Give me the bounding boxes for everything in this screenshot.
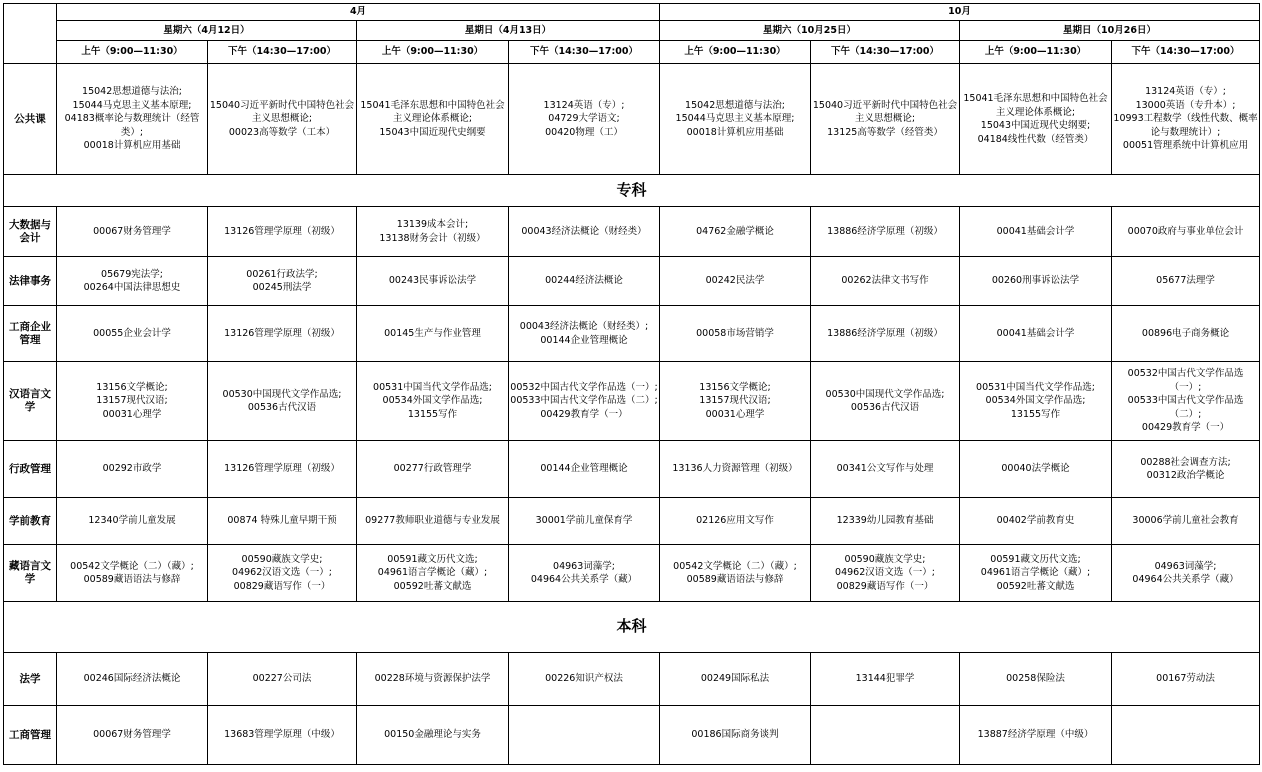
exam-schedule-table [3, 3, 1260, 765]
course-cell [357, 545, 509, 602]
major-row [4, 441, 1260, 498]
row-header: 工商企业管理 [4, 306, 57, 362]
course-line: 00249国际私法 [700, 673, 770, 685]
course-cell [1112, 706, 1260, 765]
course-cell [57, 653, 208, 706]
course-line: 13886经济学原理（初级） [827, 327, 943, 339]
course-cell [960, 257, 1112, 306]
course-line: 00144企业管理概论 [540, 463, 628, 475]
course-line: 15040习近平新时代中国特色社会主义思想概论; [209, 99, 355, 125]
course-line: 00258保险法 [1006, 673, 1065, 685]
course-line: 15042思想道德与法治; [82, 86, 182, 98]
course-line: 12340学前儿童发展 [88, 515, 176, 527]
course-line: 30001学前儿童保育学 [535, 515, 633, 527]
course-line: 00051管理系统中计算机应用 [1122, 140, 1249, 152]
course-line: 00040法学概论 [1001, 463, 1070, 475]
course-cell [1112, 653, 1260, 706]
course-line: 02126应用文写作 [696, 515, 774, 527]
course-line: 04963词藻学; [1154, 560, 1217, 572]
course-line: 00288社会调查方法; [1140, 456, 1231, 468]
course-cell [811, 64, 960, 175]
course-line: 15042思想道德与法治; [685, 99, 785, 111]
course-line: 13138财务会计（初级） [379, 232, 486, 244]
course-line: 00429教育学（一） [540, 408, 628, 420]
course-line: 15040习近平新时代中国特色社会主义思想概论; [812, 99, 958, 125]
course-line: 13887经济学原理（中级） [977, 729, 1094, 741]
course-line: 13126管理学原理（初级） [224, 463, 340, 475]
course-cell [960, 441, 1112, 498]
course-line: 00591藏文历代文选; [990, 553, 1081, 565]
course-line: 00067财务管理学 [93, 729, 171, 741]
course-line: 00055企业会计学 [93, 327, 171, 339]
row-header: 大数据与会计 [4, 207, 57, 257]
course-line: 04962汉语文选（一）; [232, 567, 332, 579]
course-cell [509, 257, 660, 306]
course-line: 00260刑事诉讼法学 [991, 275, 1080, 287]
course-line: 00542文学概论（二）（藏）; [673, 560, 797, 572]
course-line: 00532中国古代文学作品选（一）; [1127, 368, 1244, 393]
course-line: 00592吐蕃文献选 [996, 580, 1075, 592]
session-header: 下午（14:30—17:00） [1112, 41, 1260, 64]
course-cell [509, 207, 660, 257]
course-line: 30006学前儿童社会教育 [1132, 515, 1239, 527]
course-line: 04964公共关系学（藏） [530, 574, 638, 585]
course-line: 00530中国现代文学作品选; [222, 388, 342, 400]
course-line: 05679宪法学; [101, 268, 163, 280]
course-cell [960, 362, 1112, 441]
session-header: 上午（9:00—11:30） [660, 41, 811, 64]
course-cell [357, 706, 509, 765]
course-line: 10993工程数学（线性代数、概率论与数理统计）; [1113, 113, 1258, 138]
major-row [4, 545, 1260, 602]
course-line: 00145生产与作业管理 [384, 327, 481, 339]
course-cell [811, 207, 960, 257]
course-line: 13144犯罪学 [855, 673, 915, 685]
course-line: 15041毛泽东思想和中国特色社会主义理论体系概论; [360, 99, 505, 125]
public-course-row [4, 64, 1260, 175]
course-line: 04962汉语文选（一）; [835, 567, 935, 579]
course-line: 00530中国现代文学作品选; [825, 388, 945, 400]
course-line: 13136人力资源管理（初级） [672, 463, 798, 475]
day-header: 星期六（10月25日） [660, 21, 960, 41]
course-line: 13156文学概论; [699, 381, 771, 393]
course-cell [960, 498, 1112, 545]
course-cell [660, 498, 811, 545]
course-line: 00402学前教育史 [996, 515, 1075, 527]
course-cell [1112, 441, 1260, 498]
course-line: 00277行政管理学 [393, 463, 472, 475]
course-cell [57, 257, 208, 306]
course-line: 00150金融理论与实务 [384, 729, 481, 741]
course-line: 00031心理学 [102, 408, 162, 420]
row-header: 公共课 [4, 64, 57, 175]
day-header: 星期日（4月13日） [357, 21, 660, 41]
course-line: 00261行政法学; [246, 268, 318, 280]
course-line: 00041基础会计学 [996, 327, 1075, 339]
course-cell [811, 653, 960, 706]
course-line: 00186国际商务谈判 [691, 729, 779, 741]
course-cell [57, 441, 208, 498]
session-header: 下午（14:30—17:00） [208, 41, 357, 64]
course-line: 00536古代汉语 [850, 402, 920, 413]
course-line: 00262法律文书写作 [841, 275, 929, 287]
course-line: 00536古代汉语 [247, 402, 317, 413]
course-cell [811, 257, 960, 306]
course-cell [208, 306, 357, 362]
course-line: 00532中国古代文学作品选（一）; [510, 381, 658, 393]
course-line: 12339幼儿园教育基础 [836, 515, 934, 527]
course-cell [509, 306, 660, 362]
course-cell [57, 306, 208, 362]
row-header: 学前教育 [4, 498, 57, 545]
row-header: 法学 [4, 653, 57, 706]
course-cell [811, 498, 960, 545]
major-row [4, 257, 1260, 306]
course-cell [811, 362, 960, 441]
course-line: 00226知识产权法 [545, 673, 623, 685]
course-cell [811, 441, 960, 498]
course-cell [357, 498, 509, 545]
course-line: 13126管理学原理（初级） [224, 225, 340, 237]
course-cell [208, 706, 357, 765]
course-cell [509, 362, 660, 441]
course-line: 15041毛泽东思想和中国特色社会主义理论体系概论; [963, 93, 1108, 118]
course-cell [357, 207, 509, 257]
course-line: 00533中国古代文学作品选（二）; [1127, 395, 1244, 420]
course-cell [57, 64, 208, 175]
row-header: 工商管理 [4, 706, 57, 765]
course-line: 00228环境与资源保护法学 [374, 673, 491, 685]
course-cell [509, 653, 660, 706]
course-cell [509, 706, 660, 765]
course-line: 13157现代汉语; [699, 395, 771, 407]
course-line: 00018计算机应用基础 [83, 140, 181, 152]
course-cell [57, 362, 208, 441]
course-line: 13139成本会计; [396, 219, 469, 230]
course-cell [208, 545, 357, 602]
course-cell [660, 207, 811, 257]
course-line: 13886经济学原理（初级） [827, 225, 943, 237]
course-line: 00896电子商务概论 [1141, 327, 1230, 339]
course-line: 00031心理学 [705, 408, 765, 420]
course-cell [1112, 498, 1260, 545]
course-cell [208, 257, 357, 306]
course-cell [357, 653, 509, 706]
course-line: 13155写作 [1010, 408, 1061, 420]
course-line: 15043中国近现代史纲要; [980, 120, 1091, 131]
course-cell [509, 498, 660, 545]
course-line: 00592吐蕃文献选 [393, 580, 472, 592]
course-line: 00043经济法概论（财经类）; [519, 321, 649, 332]
course-cell [357, 257, 509, 306]
course-cell [1112, 64, 1260, 175]
course-line: 00023高等数学（工本） [228, 126, 336, 138]
course-cell [57, 207, 208, 257]
course-cell [660, 545, 811, 602]
course-line: 00534外国文学作品选; [382, 395, 483, 407]
section-title-benke: 本科 [4, 602, 1260, 653]
course-line: 13125高等数学（经管类） [827, 126, 943, 138]
course-line: 15044马克思主义基本原理; [675, 113, 795, 125]
day-header: 星期六（4月12日） [57, 21, 357, 41]
course-cell [960, 207, 1112, 257]
course-line: 00829藏语写作（一） [233, 580, 331, 592]
course-line: 00245刑法学 [252, 282, 312, 293]
course-cell [509, 545, 660, 602]
course-line: 00542文学概论（二）（藏）; [70, 560, 194, 572]
course-cell [660, 362, 811, 441]
course-cell [660, 706, 811, 765]
course-line: 00531中国当代文学作品选; [976, 381, 1095, 393]
course-line: 04961语言学概论（藏）; [377, 567, 488, 579]
course-line: 00041基础会计学 [996, 225, 1075, 237]
course-line: 00167劳动法 [1156, 673, 1215, 685]
course-line: 13155写作 [407, 408, 458, 420]
course-line: 13156文学概论; [96, 381, 168, 393]
course-line: 00058市场营销学 [696, 327, 774, 339]
course-line: 00534外国文学作品选; [985, 395, 1086, 407]
course-line: 00292市政学 [102, 463, 162, 475]
course-line: 04963词藻学; [553, 560, 615, 572]
course-line: 15043中国近现代史纲要 [379, 126, 486, 138]
course-line: 13683管理学原理（中级） [224, 729, 340, 741]
course-line: 00246国际经济法概论 [83, 673, 181, 685]
course-cell [960, 64, 1112, 175]
row-header: 藏语言文学 [4, 545, 57, 602]
session-header: 上午（9:00—11:30） [960, 41, 1112, 64]
major-row [4, 362, 1260, 441]
course-line: 00264中国法律思想史 [83, 282, 181, 293]
day-header: 星期日（10月26日） [960, 21, 1260, 41]
major-row [4, 706, 1260, 765]
course-line: 00429教育学（一） [1141, 422, 1230, 434]
course-line: 04961语言学概论（藏）; [980, 567, 1091, 579]
course-cell [57, 498, 208, 545]
course-cell [960, 706, 1112, 765]
course-line: 00533中国古代文学作品选（二）; [510, 395, 658, 407]
row-header: 法律事务 [4, 257, 57, 306]
course-line: 00531中国当代文学作品选; [373, 381, 492, 393]
row-header: 汉语言文学 [4, 362, 57, 441]
course-cell [357, 441, 509, 498]
course-line: 00144企业管理概论 [540, 334, 628, 346]
major-row [4, 498, 1260, 545]
course-line: 13157现代汉语; [96, 395, 168, 407]
course-line: 04762金融学概论 [696, 225, 774, 237]
course-cell [660, 64, 811, 175]
course-line: 00227公司法 [252, 673, 312, 685]
course-line: 00591藏文历代文选; [387, 553, 478, 565]
course-cell [660, 653, 811, 706]
course-cell [208, 498, 357, 545]
course-line: 00043经济法概论（财经类） [521, 225, 647, 237]
course-line: 00312政治学概论 [1146, 470, 1225, 481]
course-cell [208, 362, 357, 441]
course-cell [660, 441, 811, 498]
course-line: 00244经济法概论 [545, 275, 623, 287]
course-cell [208, 64, 357, 175]
course-line: 00242民法学 [705, 275, 765, 287]
course-line: 00590藏族文学史; [241, 553, 323, 565]
month-header: 4月 [57, 4, 660, 21]
major-row [4, 653, 1260, 706]
session-header: 下午（14:30—17:00） [509, 41, 660, 64]
course-cell [1112, 257, 1260, 306]
section-title-zhuanke: 专科 [4, 175, 1260, 207]
course-cell [811, 545, 960, 602]
zhuanke-body [4, 207, 1260, 602]
course-cell [357, 64, 509, 175]
course-line: 09277教师职业道德与专业发展 [365, 515, 500, 527]
course-cell [811, 306, 960, 362]
major-row [4, 207, 1260, 257]
course-line: 00589藏语语法与修辞 [83, 574, 181, 585]
course-line: 00420物理（工） [545, 126, 623, 138]
course-cell [509, 441, 660, 498]
month-header: 10月 [660, 4, 1260, 21]
course-line: 15044马克思主义基本原理; [72, 99, 192, 111]
course-line: 00589藏语语法与修辞 [686, 574, 784, 585]
course-cell [960, 653, 1112, 706]
course-line: 00341公文写作与处理 [836, 463, 934, 475]
course-line: 00067财务管理学 [93, 225, 171, 237]
course-line: 00874 特殊儿童早期干预 [227, 515, 337, 527]
session-header: 上午（9:00—11:30） [357, 41, 509, 64]
course-line: 00070政府与事业单位会计 [1127, 225, 1244, 237]
corner-cell [4, 4, 57, 64]
benke-body [4, 653, 1260, 765]
course-cell [357, 306, 509, 362]
course-cell [1112, 306, 1260, 362]
course-cell [208, 207, 357, 257]
course-line: 00829藏语写作（一） [836, 580, 934, 592]
course-line: 04964公共关系学（藏） [1132, 574, 1239, 585]
course-cell [660, 306, 811, 362]
course-line: 04183概率论与数理统计（经管类）; [64, 113, 200, 138]
course-cell [960, 545, 1112, 602]
course-line: 00243民事诉讼法学 [388, 275, 477, 287]
course-line: 04184线性代数（经管类） [977, 133, 1094, 145]
course-cell [1112, 207, 1260, 257]
course-cell [208, 653, 357, 706]
course-line: 00590藏族文学史; [844, 553, 926, 565]
major-row [4, 306, 1260, 362]
course-cell [57, 545, 208, 602]
course-cell [357, 362, 509, 441]
course-cell [660, 257, 811, 306]
course-line: 13000英语（专升本）; [1135, 99, 1236, 111]
session-header: 下午（14:30—17:00） [811, 41, 960, 64]
course-cell [1112, 362, 1260, 441]
course-cell [208, 441, 357, 498]
course-line: 00018计算机应用基础 [686, 126, 784, 138]
course-cell [509, 64, 660, 175]
course-line: 13124英语（专）; [1145, 86, 1226, 98]
course-cell [960, 306, 1112, 362]
course-line: 13124英语（专）; [543, 99, 625, 111]
course-cell [1112, 545, 1260, 602]
course-line: 05677法理学 [1156, 275, 1215, 287]
course-cell [811, 706, 960, 765]
course-cell [57, 706, 208, 765]
session-header: 上午（9:00—11:30） [57, 41, 208, 64]
row-header: 行政管理 [4, 441, 57, 498]
course-line: 13126管理学原理（初级） [224, 327, 340, 339]
course-line: 04729大学语文; [548, 113, 620, 125]
